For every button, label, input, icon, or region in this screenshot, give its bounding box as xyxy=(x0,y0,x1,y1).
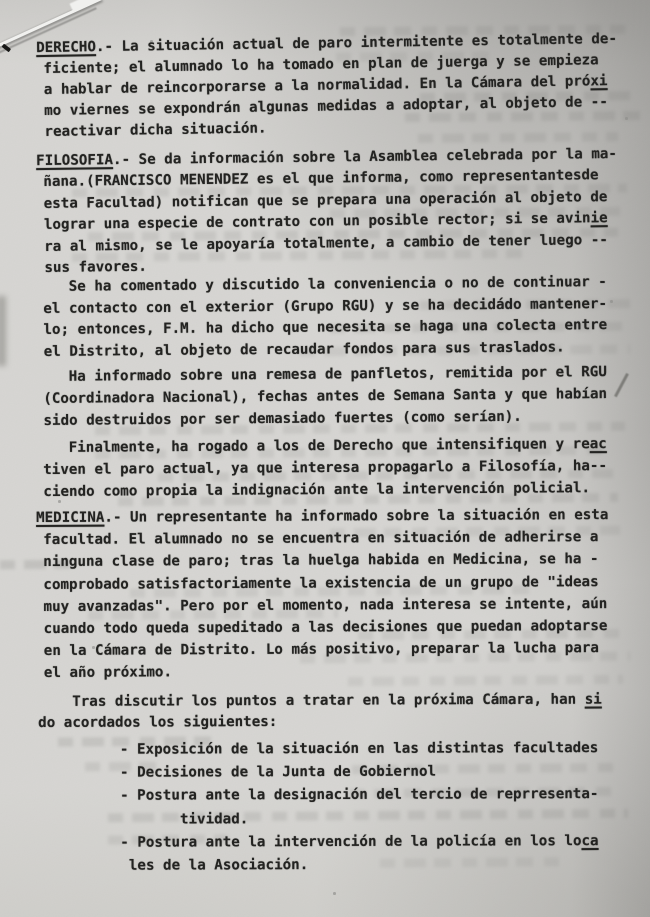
text-line: les de la Asociación. xyxy=(43,857,309,875)
text-line: en la Cámara de Distrito. Lo más positivo, preparar la lucha para xyxy=(43,640,600,660)
text-line: MEDICINA.- Un representante ha informado sobre la situación en esta xyxy=(36,507,609,527)
text-line: tiven el paro actual, ya que interesa propagarlo a Filosofía, ha-- xyxy=(43,458,608,478)
scratch-mark xyxy=(614,373,628,397)
text-line: Finalmente, ha rogado a los de Derecho que intensifiquen y reac xyxy=(43,436,607,456)
paper-speck xyxy=(333,892,336,895)
text-line: muy avanzadas". Pero por el momento, nada interesa se intente, aún xyxy=(43,595,608,615)
text-line: ciendo como propia la indignación ante la intervención policial. xyxy=(43,480,591,500)
text-line: sido destruidos por ser demasiado fuertes (como serían). xyxy=(43,408,522,429)
paragraph xyxy=(43,433,607,503)
section-heading: MEDICINA xyxy=(36,509,105,527)
text-line: a hablar de reincorporarse a la normalidad. En la Cámara del próxi xyxy=(43,73,608,98)
paragraph xyxy=(36,29,618,143)
text-line: ninguna clase de paro; tras la huelga habida en Medicina, se ha - xyxy=(43,551,599,571)
paragraph xyxy=(36,504,609,685)
text-line: - Exposición de la situación en las distintas facultades xyxy=(43,740,599,758)
text-line: Tras discutir los puntos a tratar en la próxima Cámara, han si xyxy=(38,691,602,710)
text-line: (Coordinadora Nacional), fechas antes de Semana Santa y que habían xyxy=(43,386,608,407)
text-line: el año próximo. xyxy=(43,664,173,682)
paragraph xyxy=(43,272,607,364)
text-line: FILOSOFIA.- Se da información sobre la Asamblea celebrada por la ma- xyxy=(36,145,618,170)
paragraph xyxy=(38,690,602,734)
edge-smudge xyxy=(0,296,6,366)
text-line: Ha informado sobre una remesa de panfletos, remitida por el RGU xyxy=(43,364,607,385)
text-line: do acordados los siguientes: xyxy=(38,713,278,731)
paper-speck xyxy=(625,117,628,120)
text-line: comprobado satisfactoriamente la existencia de un grupo de "ideas xyxy=(43,573,599,593)
text-line: esta Facultad) notifican que se prepara una operación al objeto de xyxy=(43,188,608,212)
paragraph xyxy=(43,737,599,878)
paragraph xyxy=(36,144,618,279)
text-line: sus favores. xyxy=(44,258,148,277)
section-heading: DERECHO xyxy=(36,39,97,57)
text-line: ficiente; el alumnado lo ha tomado en plan de juerga y se empieza xyxy=(43,52,599,77)
text-line: reactivar dicha situación. xyxy=(44,120,267,140)
text-line: ra al mismo, se le apoyaría totalmente, a cambio de tener luego -- xyxy=(44,231,608,255)
text-line: - Postura ante la intervención de la policía en los loca xyxy=(43,832,599,851)
text-line: - Decisiones de la Junta de Gobiernol xyxy=(43,763,437,782)
section-heading: FILOSOFIA xyxy=(36,152,114,170)
text-line: DERECHO.- La situación actual de paro intermitente es totalmente de- xyxy=(36,30,618,57)
text-line: mo viernes se expondrán algunas medidas a adoptar, al objeto de -- xyxy=(44,94,608,119)
text-line: - Postura ante la designación del tercio de reprresenta- xyxy=(43,786,599,805)
text-line: ñana.(FRANCISCO MENENDEZ es el que informa, como representantesde xyxy=(43,167,599,191)
text-line: Se ha comentado y discutido la conveniencia o no de continuar - xyxy=(43,274,607,295)
text-line: tividad. xyxy=(43,810,249,828)
text-line: facultad. El alumnado no se encuentra en situación de adherirse a xyxy=(43,529,599,549)
text-line: lo; entonces, F.M. ha dicho que necesita se haga una colecta entre xyxy=(43,317,608,339)
paragraph xyxy=(43,361,607,432)
text-line: lograr una especie de contrato con un posible rector; si se avinie xyxy=(43,210,608,234)
text-line: el Distrito, al objeto de recaudar fondos para sus traslados. xyxy=(43,339,565,361)
text-line: cuando todo queda supeditado a las decisiones que puedan adoptarse xyxy=(43,618,608,638)
text-line: el contacto con el exterior (Grupo RGU) y se ha decidádo mantener- xyxy=(43,295,608,317)
paper-speck xyxy=(610,300,613,303)
